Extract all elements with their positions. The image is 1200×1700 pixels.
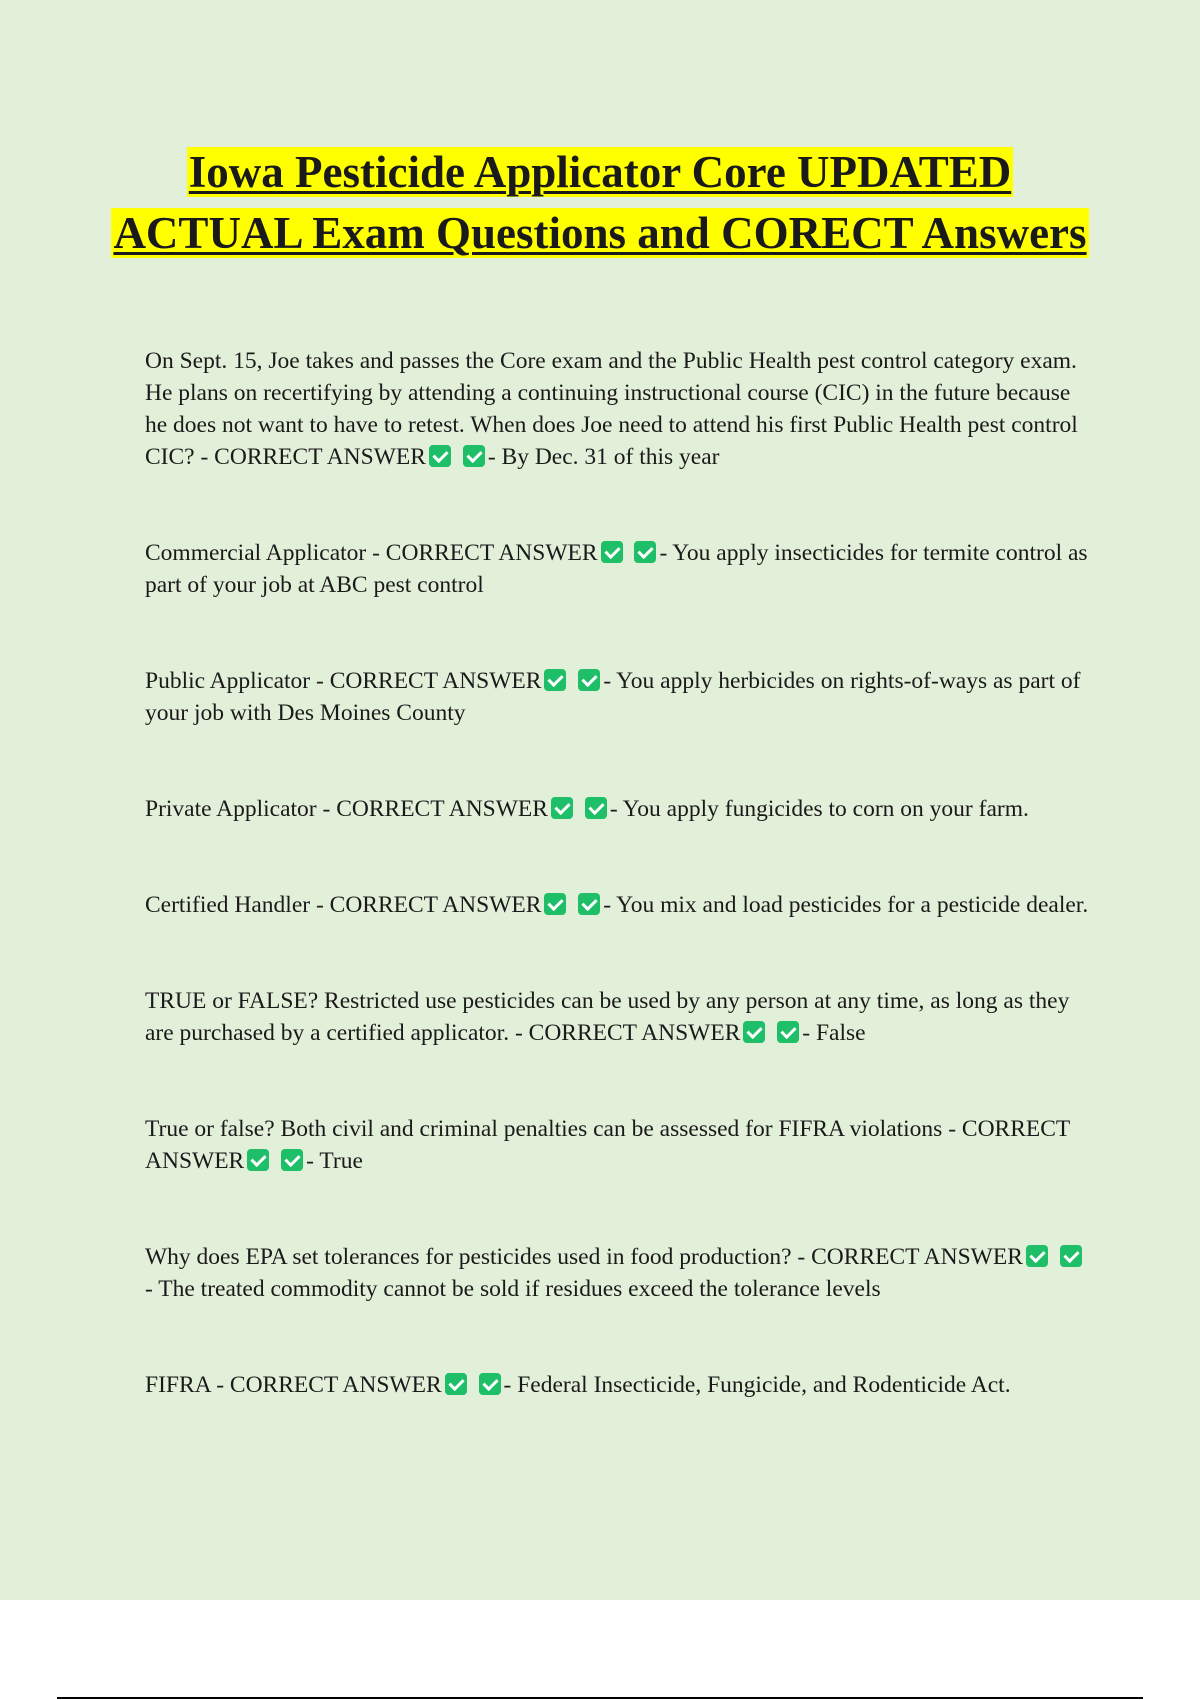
answer-text: - True <box>306 1148 363 1174</box>
qa-item <box>145 1369 1090 1401</box>
check-mark-icon <box>544 893 566 915</box>
question-text: Commercial Applicator - CORRECT ANSWER <box>145 540 598 566</box>
document-title <box>100 142 1100 264</box>
answer-text: - Federal Insecticide, Fungicide, and Rodenticide Act. <box>503 1372 1011 1398</box>
answer-text: - You apply fungicides to corn on your farm. <box>609 796 1029 822</box>
qa-item <box>145 1113 1090 1177</box>
qa-item <box>145 537 1090 601</box>
check-mark-icon <box>281 1149 303 1171</box>
answer-text: - By Dec. 31 of this year <box>487 444 720 470</box>
footer-divider <box>57 1697 1143 1699</box>
question-text: True or false? Both civil and criminal penalties can be assessed for FIFRA violations - CORRECT ANSWER <box>145 1116 1070 1174</box>
check-mark-icon <box>463 445 485 467</box>
qa-item <box>145 1241 1090 1305</box>
question-text: TRUE or FALSE? Restricted use pesticides can be used by any person at any time, as long as they are purchased by a certified applicator. - CORRECT ANSWER <box>145 988 1070 1046</box>
qa-item <box>145 985 1090 1049</box>
check-mark-icon <box>634 541 656 563</box>
answer-text: - False <box>802 1020 866 1046</box>
answer-text: - You apply insecticides for termite control as part of your job at ABC pest control <box>145 540 1088 598</box>
check-mark-icon <box>578 893 600 915</box>
document-title-text: Iowa Pesticide Applicator Core UPDATED ACTUAL Exam Questions and CORECT Answers <box>113 147 1087 258</box>
check-mark-icon <box>544 669 566 691</box>
question-text: Certified Handler - CORRECT ANSWER <box>145 892 542 918</box>
qa-item <box>145 665 1090 729</box>
check-mark-icon <box>585 797 607 819</box>
qa-item <box>145 889 1090 921</box>
answer-text: - You apply herbicides on rights-of-ways as part of your job with Des Moines County <box>145 668 1081 726</box>
qa-list <box>145 345 1090 1465</box>
check-mark-icon <box>445 1373 467 1395</box>
qa-item <box>145 345 1090 473</box>
answer-text: - You mix and load pesticides for a pesticide dealer. <box>603 892 1089 918</box>
check-mark-icon <box>247 1149 269 1171</box>
question-text: On Sept. 15, Joe takes and passes the Core exam and the Public Health pest control category exam. He plans on recertifying by attending a continuing instructional course (CIC) in the future because he does not want to have to retest. When does Joe need to attend his first Public Health pest control CIC? - CORRECT ANSWER <box>145 348 1078 470</box>
question-text: FIFRA - CORRECT ANSWER <box>145 1372 442 1398</box>
check-mark-icon <box>479 1373 501 1395</box>
check-mark-icon <box>1026 1245 1048 1267</box>
check-mark-icon <box>601 541 623 563</box>
question-text: Private Applicator - CORRECT ANSWER <box>145 796 548 822</box>
check-mark-icon <box>743 1021 765 1043</box>
check-mark-icon <box>429 445 451 467</box>
check-mark-icon <box>551 797 573 819</box>
check-mark-icon <box>1060 1245 1082 1267</box>
qa-item <box>145 793 1090 825</box>
check-mark-icon <box>578 669 600 691</box>
question-text: Public Applicator - CORRECT ANSWER <box>145 668 542 694</box>
check-mark-icon <box>777 1021 799 1043</box>
question-text: Why does EPA set tolerances for pesticides used in food production? - CORRECT ANSWER <box>145 1244 1023 1270</box>
answer-text: - The treated commodity cannot be sold if residues exceed the tolerance levels <box>145 1276 881 1302</box>
